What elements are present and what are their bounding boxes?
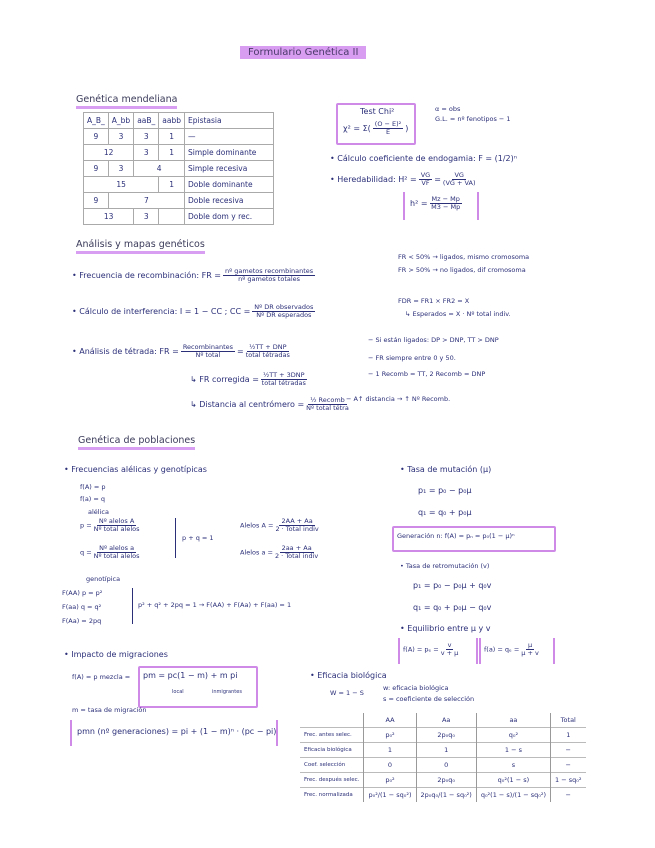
- distancia-centromero-formula: [190, 397, 351, 412]
- cell: Simple recesiva: [185, 161, 274, 177]
- cell: 1: [551, 728, 586, 743]
- fraction: [441, 642, 459, 657]
- alelos-A-formula: [240, 518, 321, 533]
- formula: F(aa) q = q²: [62, 603, 102, 611]
- cell: Coef. selección: [300, 758, 364, 773]
- note: FDR = FR1 × FR2 = X: [398, 297, 470, 305]
- alelos-a-formula: [240, 545, 320, 560]
- cell: Frec. normalizada: [300, 788, 364, 803]
- cell: 1: [159, 145, 185, 161]
- note: − A↑ distancia → ↑ Nº Recomb.: [346, 395, 451, 403]
- cell: Frec. después selec.: [300, 773, 364, 788]
- cell: Doble recesiva: [185, 193, 274, 209]
- denominator: 2 · Total indiv: [275, 525, 319, 534]
- table-row: [300, 743, 586, 758]
- formula: f(a) = q: [80, 495, 106, 503]
- cell: —: [185, 129, 274, 145]
- table-row: [84, 145, 274, 161]
- header-cell: A_bb: [108, 113, 133, 129]
- header-cell: aabb: [159, 113, 185, 129]
- fraction: [181, 344, 235, 359]
- epistasis-table: [83, 112, 274, 225]
- formula: [403, 642, 460, 657]
- cell: 2p₀q₀: [416, 773, 476, 788]
- denominator: E: [385, 128, 391, 137]
- formula: f(A) = p: [80, 483, 106, 491]
- numerator: VG: [454, 171, 464, 179]
- formula: F(Aa) = 2pq: [62, 617, 102, 625]
- fraction: [373, 121, 403, 136]
- denominator: Nº total alelos: [93, 552, 140, 561]
- q-formula: [80, 545, 142, 560]
- denominator: VF: [421, 179, 430, 188]
- cell: Frec. antes selec.: [300, 728, 364, 743]
- table-row: [300, 773, 586, 788]
- equals: =: [237, 347, 244, 357]
- brace: [132, 588, 133, 624]
- label: p =: [80, 521, 92, 530]
- chi-title: Test Chi²: [360, 107, 395, 116]
- table-row: [84, 161, 274, 177]
- fraction: [246, 344, 290, 359]
- cell: 1: [159, 177, 185, 193]
- note: ↳ Esperados = X · Nº total indiv.: [405, 310, 511, 318]
- cell: −: [551, 758, 586, 773]
- tetrada-formula: [72, 344, 292, 359]
- denominator: 2 · Total indiv: [274, 552, 319, 561]
- formula: pm = pc(1 − m) + m pi: [143, 671, 238, 680]
- cell: Simple dominante: [185, 145, 274, 161]
- cell: 1: [159, 129, 185, 145]
- label: • Frecuencia de recombinación: FR =: [72, 271, 222, 281]
- denominator: v + μ: [440, 649, 459, 658]
- cell: 1: [416, 743, 476, 758]
- cell: 9: [84, 193, 109, 209]
- numerator: ½TT + 3DNP: [262, 371, 305, 379]
- alpha-note: α = obs: [435, 105, 461, 113]
- cell: 9: [84, 161, 109, 177]
- formula: [484, 642, 541, 657]
- fraction: [443, 172, 476, 187]
- cell: p₀²/(1 − sq₀²): [364, 788, 416, 803]
- denominator: nº gametos totales: [238, 275, 301, 284]
- equals: =: [434, 175, 441, 185]
- numerator: (O − E)²: [374, 120, 402, 128]
- page-title: Formulario Genética II: [240, 46, 366, 59]
- cell: 3: [134, 145, 159, 161]
- retromutacion-label: • Tasa de retromutación (v): [400, 562, 490, 570]
- cell: s: [476, 758, 550, 773]
- numerator: 2aa + Aa: [281, 544, 312, 552]
- denominator: (VG + VA): [442, 179, 476, 188]
- numerator: Nº alelos a: [99, 544, 135, 552]
- cell: 4: [134, 161, 185, 177]
- cell: −: [551, 743, 586, 758]
- cell: Doble dom y rec.: [185, 209, 274, 225]
- cell: 0: [416, 758, 476, 773]
- frecuencias-label: • Frecuencias alélicas y genotípicas: [64, 465, 207, 474]
- fraction: [94, 545, 140, 560]
- formula: p + q = 1: [182, 534, 214, 542]
- label: inmigrantes: [212, 689, 242, 695]
- note: − Si están ligados: DP > DNP, TT > DNP: [368, 336, 499, 344]
- fraction: [275, 545, 318, 560]
- denominator: total tétradas: [261, 379, 306, 388]
- mutacion-label: • Tasa de mutación (μ): [400, 465, 492, 474]
- cell: 1 − sq₀²: [551, 773, 586, 788]
- fraction: [430, 196, 462, 211]
- note: − FR siempre entre 0 y 50.: [368, 354, 456, 362]
- numerator: v: [447, 641, 452, 649]
- section-heading-mapas: Análisis y mapas genéticos: [76, 240, 205, 254]
- note: FR < 50% → ligados, mismo cromosoma: [398, 253, 530, 261]
- cell: Eficacia biológica: [300, 743, 364, 758]
- note: s = coeficiente de selección: [383, 695, 475, 703]
- header-cell: Aa: [416, 713, 476, 728]
- cell: 15: [84, 177, 159, 193]
- denominator: Nº total alelos: [93, 525, 140, 534]
- label: • Cálculo de interferencia: I = 1 − CC ; CC =: [72, 307, 251, 317]
- cell: 3: [134, 209, 159, 225]
- chi-formula: [343, 121, 408, 136]
- cell: 2p₀q₀: [416, 728, 476, 743]
- table-row: [84, 177, 274, 193]
- numerator: nº gametos recombinantes: [225, 267, 314, 275]
- cell: 13: [84, 209, 134, 225]
- fr-corregida-formula: [190, 372, 309, 387]
- chi-lhs: χ² = Σ(: [343, 124, 371, 134]
- table-row: [84, 209, 274, 225]
- table-row: [300, 728, 586, 743]
- table-row: [84, 113, 274, 129]
- formula: p₁ = p₀ − p₀μ: [418, 486, 472, 495]
- numerator: 2AA + Aa: [281, 517, 313, 525]
- note: − 1 Recomb = TT, 2 Recomb = DNP: [368, 370, 486, 378]
- cell: q₀²(1 − s): [476, 773, 550, 788]
- numerator: ½TT + DNP: [249, 343, 287, 351]
- denominator: M3 − Mp: [431, 203, 461, 212]
- label: h² =: [410, 199, 428, 209]
- cell: Doble dominante: [185, 177, 274, 193]
- label: Alelos a =: [240, 548, 273, 557]
- cell: 12: [84, 145, 134, 161]
- header-cell: [300, 713, 364, 728]
- section-heading-poblaciones: Genética de poblaciones: [78, 436, 195, 450]
- formula: W = 1 − S: [330, 689, 364, 697]
- cell: 3: [134, 129, 159, 145]
- numerator: Mz − Mp: [431, 195, 460, 203]
- fraction: [252, 304, 315, 319]
- label: Alelos A =: [240, 521, 274, 530]
- label: ↳ FR corregida =: [190, 375, 259, 385]
- formula: pmn (nº generaciones) = pi + (1 − m)ⁿ · (pc − pi): [77, 727, 277, 736]
- cell: 1: [364, 743, 416, 758]
- h2-formula: [410, 196, 464, 211]
- denominator: Nº total: [195, 351, 221, 360]
- numerator: ½ Recomb: [310, 396, 345, 404]
- fraction: [521, 642, 539, 657]
- formula: F(AA) p = p²: [62, 589, 103, 597]
- numerator: Recombinantes: [182, 343, 234, 351]
- cell: 3: [108, 161, 133, 177]
- formula: q₁ = q₀ + p₀μ: [418, 508, 472, 517]
- label: alélica: [88, 508, 109, 516]
- selection-table: [300, 713, 586, 802]
- gl-note: G.L. = nº fenotipos − 1: [435, 115, 511, 123]
- cell: q₀²(1 − s)/(1 − sq₀²): [476, 788, 550, 803]
- cell: 2p₀q₀/(1 − sq₀²): [416, 788, 476, 803]
- cell: 0: [364, 758, 416, 773]
- denominator: total tétradas: [245, 351, 290, 360]
- heredabilidad-formula: [330, 172, 478, 187]
- fraction: [261, 372, 307, 387]
- fraction: [275, 518, 318, 533]
- header-cell: AA: [364, 713, 416, 728]
- formula: Generación n: f(A) = pₙ = p₀(1 − μ)ⁿ: [397, 532, 515, 540]
- cell: −: [551, 788, 586, 803]
- table-row: [300, 788, 586, 803]
- header-cell: A_B_: [84, 113, 109, 129]
- numerator: μ: [527, 641, 533, 649]
- cell: 7: [108, 193, 184, 209]
- label: • Heredabilidad: H² =: [330, 175, 417, 185]
- table-row: [300, 758, 586, 773]
- brace: [175, 518, 176, 558]
- denominator: Nº total tétra: [306, 404, 349, 413]
- denominator: Nº DR esperados: [256, 311, 312, 320]
- denominator: μ + v: [521, 649, 539, 658]
- header-cell: aa: [476, 713, 550, 728]
- note: w: eficacia biológica: [383, 684, 449, 692]
- label: genotípica: [86, 575, 121, 583]
- formula: f(A) = p mezcla =: [72, 673, 131, 681]
- label: local: [172, 689, 184, 695]
- table-row: [84, 193, 274, 209]
- table-row: [84, 129, 274, 145]
- cell: q₀²: [476, 728, 550, 743]
- label: • Análisis de tétrada: FR =: [72, 347, 179, 357]
- formula: q₁ = q₀ + p₀μ − q₀v: [413, 603, 492, 612]
- cell: 9: [84, 129, 109, 145]
- fraction: [419, 172, 432, 187]
- chi-close: ): [405, 124, 409, 134]
- fraction: [306, 397, 349, 412]
- numerator: Nº DR observados: [254, 303, 314, 311]
- migraciones-label: • Impacto de migraciones: [64, 650, 168, 659]
- header-cell: Epistasia: [185, 113, 274, 129]
- numerator: VG: [420, 171, 431, 179]
- label: ↳ Distancia al centrómero =: [190, 400, 305, 410]
- fraction: [223, 268, 315, 283]
- interferencia-formula: [72, 304, 317, 319]
- header-cell: aaB_: [134, 113, 159, 129]
- note: FR > 50% → no ligados, dif cromosoma: [398, 266, 526, 274]
- p-formula: [80, 518, 142, 533]
- cell: p₀²: [364, 728, 416, 743]
- label: f(A) = pₑ =: [403, 645, 439, 654]
- section-heading-mendeliana: Genética mendeliana: [76, 95, 177, 109]
- eficacia-label: • Eficacia biológica: [310, 671, 387, 680]
- numerator: Nº alelos A: [98, 517, 135, 525]
- fraction: [94, 518, 140, 533]
- cell: 1 − s: [476, 743, 550, 758]
- table-row: [300, 713, 586, 728]
- endogamia-formula: • Cálculo coeficiente de endogamia: F = (1/2)ⁿ: [330, 154, 517, 163]
- label: f(a) = qₑ =: [484, 645, 520, 654]
- formula: p₁ = p₀ − p₀μ + q₀v: [413, 581, 492, 590]
- formula: m = tasa de migración: [72, 706, 147, 714]
- header-cell: Total: [551, 713, 586, 728]
- label: q =: [80, 548, 92, 557]
- cell: p₀²: [364, 773, 416, 788]
- fr-formula: [72, 268, 317, 283]
- cell: 3: [108, 129, 133, 145]
- formula: p² + q² + 2pq = 1 → F(AA) + F(Aa) + F(aa) = 1: [138, 601, 292, 609]
- equilibrio-label: • Equilibrio entre μ y v: [400, 624, 491, 633]
